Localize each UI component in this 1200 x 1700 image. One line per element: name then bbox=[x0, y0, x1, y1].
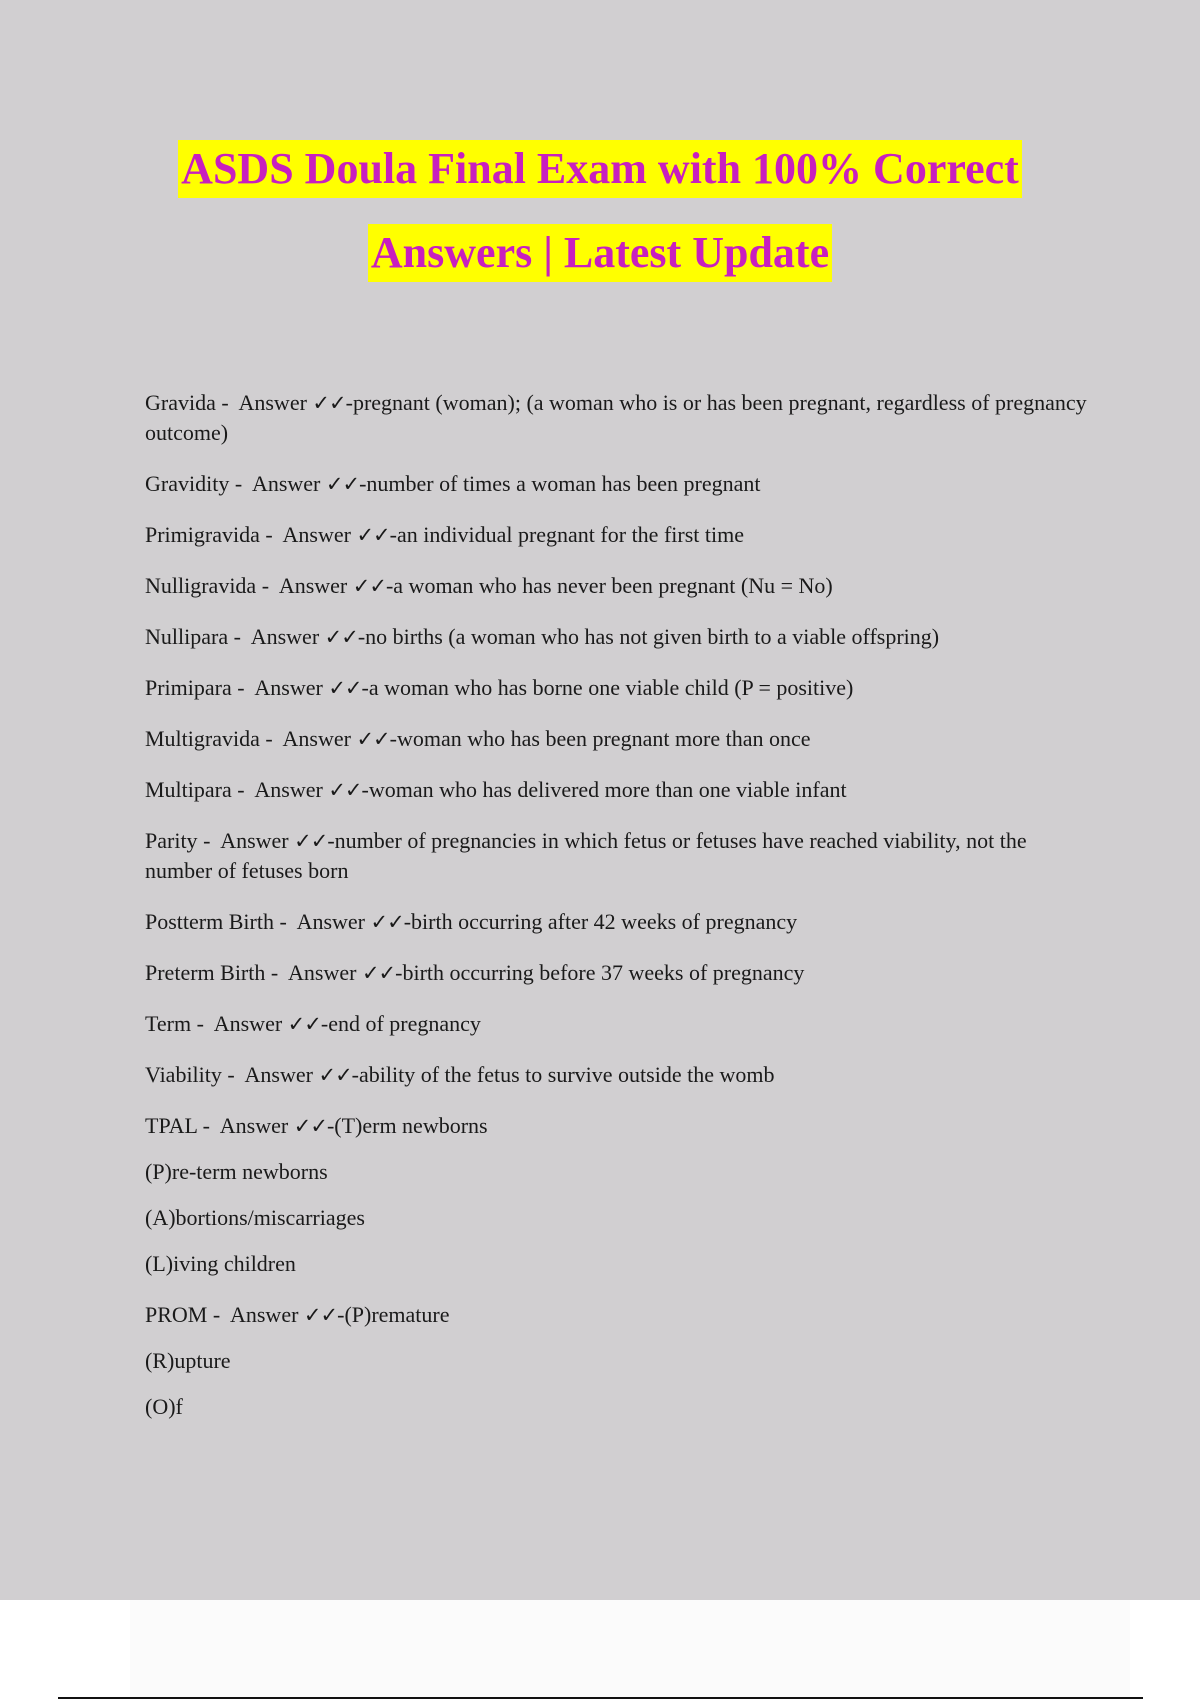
answer-label: Answer bbox=[282, 522, 351, 547]
entry-definition: -birth occurring before 37 weeks of pregnancy bbox=[395, 960, 805, 985]
entry-term: PROM bbox=[145, 1302, 208, 1327]
entry-term: TPAL bbox=[145, 1113, 198, 1138]
answer-label: Answer bbox=[244, 1062, 313, 1087]
qa-entry: Multipara - Answer ✓✓-woman who has delivered more than one viable infant bbox=[145, 777, 847, 802]
qa-entry: Nullipara - Answer ✓✓-no births (a woman who has not given birth to a viable offspring) bbox=[145, 624, 940, 649]
continuation-line: (O)f bbox=[145, 1394, 183, 1419]
double-check-icon: ✓✓ bbox=[361, 961, 396, 985]
answer-label: Answer bbox=[282, 726, 351, 751]
entry-term: Nulligravida bbox=[145, 573, 257, 598]
entry-term: Multigravida bbox=[145, 726, 260, 751]
answer-label: Answer bbox=[278, 573, 348, 598]
double-check-icon: ✓✓ bbox=[294, 829, 328, 853]
qa-entry: Viability - Answer ✓✓-ability of the fetus to survive outside the womb bbox=[145, 1062, 775, 1087]
qa-entry: Primipara - Answer ✓✓-a woman who has borne one viable child (P = positive) bbox=[145, 675, 854, 700]
continuation-line: (P)re-term newborns bbox=[145, 1159, 328, 1184]
double-check-icon: ✓✓ bbox=[287, 1012, 321, 1036]
qa-entry: Parity - Answer ✓✓-number of pregnancies in which fetus or fetuses have reached viability, not the number of fetuses born bbox=[145, 828, 1027, 883]
title-line-2: Answers | Latest Update bbox=[368, 224, 832, 282]
entry-definition: -end of pregnancy bbox=[320, 1011, 481, 1036]
answer-label: Answer bbox=[288, 960, 357, 985]
entry-definition: -an individual pregnant for the first time bbox=[389, 522, 744, 547]
entry-term: Primigravida bbox=[145, 522, 260, 547]
continuation-line: (R)upture bbox=[145, 1348, 231, 1373]
entry-term: Term bbox=[145, 1011, 192, 1036]
double-check-icon: ✓✓ bbox=[356, 523, 390, 547]
entry-definition: -woman who has been pregnant more than once bbox=[389, 726, 811, 751]
double-check-icon: ✓✓ bbox=[352, 574, 386, 598]
entry-definition: -no births (a woman who has not given birth to a viable offspring) bbox=[357, 624, 940, 649]
double-check-icon: ✓✓ bbox=[370, 910, 404, 934]
entry-term: Gravida bbox=[145, 390, 216, 415]
entry-term: Nullipara bbox=[145, 624, 229, 649]
entry-term: Gravidity bbox=[145, 471, 230, 496]
qa-entry: TPAL - Answer ✓✓-(T)erm newborns bbox=[145, 1113, 488, 1138]
entry-term: Multipara bbox=[145, 777, 232, 802]
entry-definition: -woman who has delivered more than one viable infant bbox=[361, 777, 847, 802]
entry-definition: -(P)remature bbox=[337, 1302, 450, 1327]
entry-definition: -pregnant (woman); (a woman who is or has been pregnant, regardless of pregnancy outcome) bbox=[145, 390, 1087, 445]
entry-definition: -ability of the fetus to survive outside the womb bbox=[351, 1062, 775, 1087]
entry-definition: -(T)erm newborns bbox=[326, 1113, 488, 1138]
footer-divider bbox=[58, 1697, 1143, 1699]
double-check-icon: ✓✓ bbox=[324, 625, 358, 649]
page-footer-band bbox=[130, 1600, 1130, 1698]
qa-list bbox=[145, 388, 1090, 1438]
continuation-line: (L)iving children bbox=[145, 1251, 296, 1276]
qa-entry: Primigravida - Answer ✓✓-an individual pregnant for the first time bbox=[145, 522, 744, 547]
entry-definition: -birth occurring after 42 weeks of pregnancy bbox=[403, 909, 798, 934]
answer-label: Answer bbox=[220, 828, 289, 853]
double-check-icon: ✓✓ bbox=[293, 1114, 327, 1138]
entry-definition: -a woman who has never been pregnant (Nu = No) bbox=[385, 573, 833, 598]
answer-label: Answer bbox=[229, 1302, 299, 1327]
entry-term: Primipara bbox=[145, 675, 232, 700]
double-check-icon: ✓✓ bbox=[356, 727, 390, 751]
document-title bbox=[0, 140, 1200, 308]
qa-entry: Preterm Birth - Answer ✓✓-birth occurring before 37 weeks of pregnancy bbox=[145, 960, 805, 985]
answer-label: Answer bbox=[219, 1113, 289, 1138]
continuation-line: (A)bortions/miscarriages bbox=[145, 1205, 365, 1230]
double-check-icon: ✓✓ bbox=[318, 1063, 352, 1087]
answer-label: Answer bbox=[251, 471, 321, 496]
qa-entry: Postterm Birth - Answer ✓✓-birth occurring after 42 weeks of pregnancy bbox=[145, 909, 798, 934]
entry-definition: -number of pregnancies in which fetus or fetuses have reached viability, not the number of fetuses born bbox=[145, 828, 1027, 883]
answer-label: Answer bbox=[238, 390, 307, 415]
qa-entry: Multigravida - Answer ✓✓-woman who has been pregnant more than once bbox=[145, 726, 811, 751]
entry-term: Postterm Birth bbox=[145, 909, 274, 934]
answer-label: Answer bbox=[296, 909, 366, 934]
entry-term: Preterm Birth bbox=[145, 960, 266, 985]
answer-label: Answer bbox=[213, 1011, 283, 1036]
entry-definition: -number of times a woman has been pregnant bbox=[359, 471, 761, 496]
double-check-icon: ✓✓ bbox=[312, 391, 346, 415]
double-check-icon: ✓✓ bbox=[325, 472, 360, 496]
qa-entry: Nulligravida - Answer ✓✓-a woman who has never been pregnant (Nu = No) bbox=[145, 573, 833, 598]
title-line-1: ASDS Doula Final Exam with 100% Correct bbox=[178, 140, 1022, 198]
qa-entry: Gravida - Answer ✓✓-pregnant (woman); (a woman who is or has been pregnant, regardless of pregnancy outcome) bbox=[145, 390, 1087, 445]
answer-label: Answer bbox=[250, 624, 320, 649]
double-check-icon: ✓✓ bbox=[328, 778, 362, 802]
entry-term: Parity bbox=[145, 828, 198, 853]
qa-entry: PROM - Answer ✓✓-(P)remature bbox=[145, 1302, 450, 1327]
answer-label: Answer bbox=[254, 675, 323, 700]
answer-label: Answer bbox=[254, 777, 323, 802]
entry-term: Viability bbox=[145, 1062, 222, 1087]
double-check-icon: ✓✓ bbox=[328, 676, 362, 700]
entry-definition: -a woman who has borne one viable child (P = positive) bbox=[361, 675, 854, 700]
qa-entry: Gravidity - Answer ✓✓-number of times a woman has been pregnant bbox=[145, 471, 761, 496]
double-check-icon: ✓✓ bbox=[303, 1303, 338, 1327]
qa-entry: Term - Answer ✓✓-end of pregnancy bbox=[145, 1011, 481, 1036]
